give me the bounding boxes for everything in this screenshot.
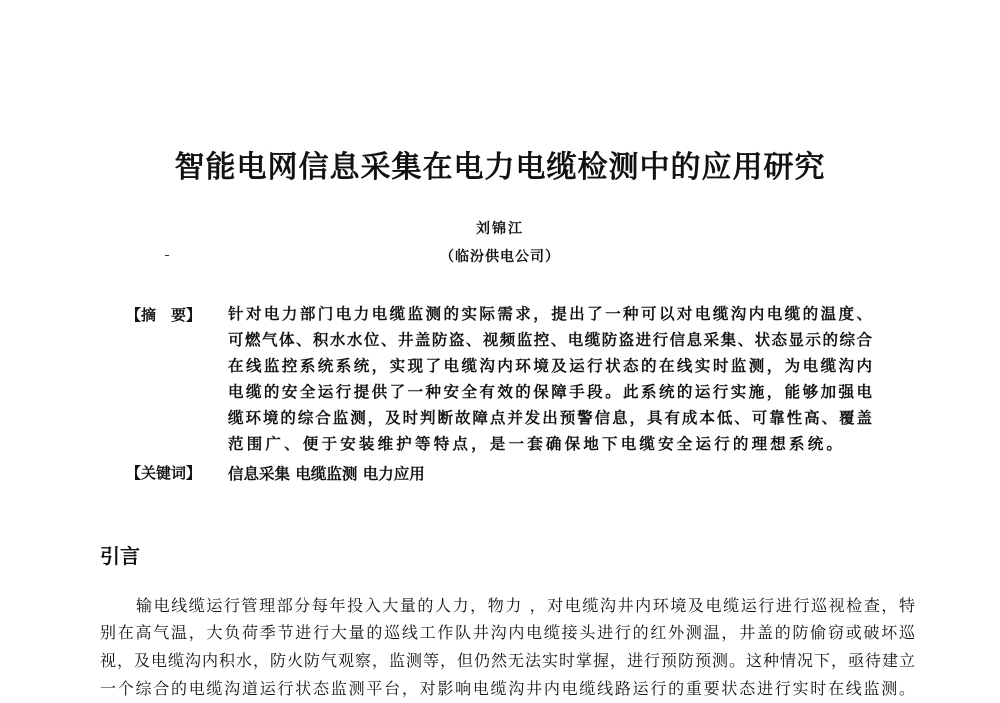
abstract-line: 针对电力部门电力电缆监测的实际需求，提出了一种可以对电缆沟内电缆的温度、 (228, 304, 872, 323)
abstract-line: 缆环境的综合监测，及时判断故障点并发出预警信息，具有成本低、可靠性高、覆盖 (228, 408, 872, 427)
abstract-line: 电缆的安全运行提供了一种安全有效的保障手段。此系统的运行实施，能够加强电 (228, 382, 872, 401)
body-line: 视，及电缆沟内积水，防火防气观察，监测等，但仍然无法实时掌握，进行预防预测。这种情况下，亟待建立 (100, 651, 915, 670)
abstract-line: 可燃气体、积水水位、井盖防盗、视频监控、电缆防盗进行信息采集、状态显示的综合 (228, 330, 872, 349)
abstract-label: 【摘 要】 (126, 306, 202, 324)
affiliation: （临汾供电公司） (440, 249, 560, 265)
scan-speck (165, 255, 169, 256)
keywords-label: 【关键词】 (126, 464, 202, 482)
author: 刘锦江 (476, 221, 524, 237)
section-heading: 引言 (100, 544, 140, 568)
body-line: 输电线缆运行管理部分每年投入大量的人力，物力 ，对电缆沟井内环境及电缆运行进行巡视检查，特 (136, 596, 915, 615)
abstract-line: 在线监控系统系统，实现了电缆沟内环境及运行状态的在线实时监测，为电缆沟内 (228, 356, 872, 375)
body-line: 一个综合的电缆沟道运行状态监测平台，对影响电缆沟井内电缆线路运行的重要状态进行实时在线监测。 (100, 679, 915, 698)
body-line: 别在高气温，大负荷季节进行大量的巡线工作队井沟内电缆接头进行的红外测温，井盖的防偷窃或破坏巡 (100, 623, 915, 642)
paper-title: 智能电网信息采集在电力电缆检测中的应用研究 (174, 150, 826, 185)
abstract-line: 范围广、便于安装维护等特点，是一套确保地下电缆安全运行的理想系统。 (228, 434, 846, 453)
keywords: 信息采集 电缆监测 电力应用 (228, 464, 425, 483)
